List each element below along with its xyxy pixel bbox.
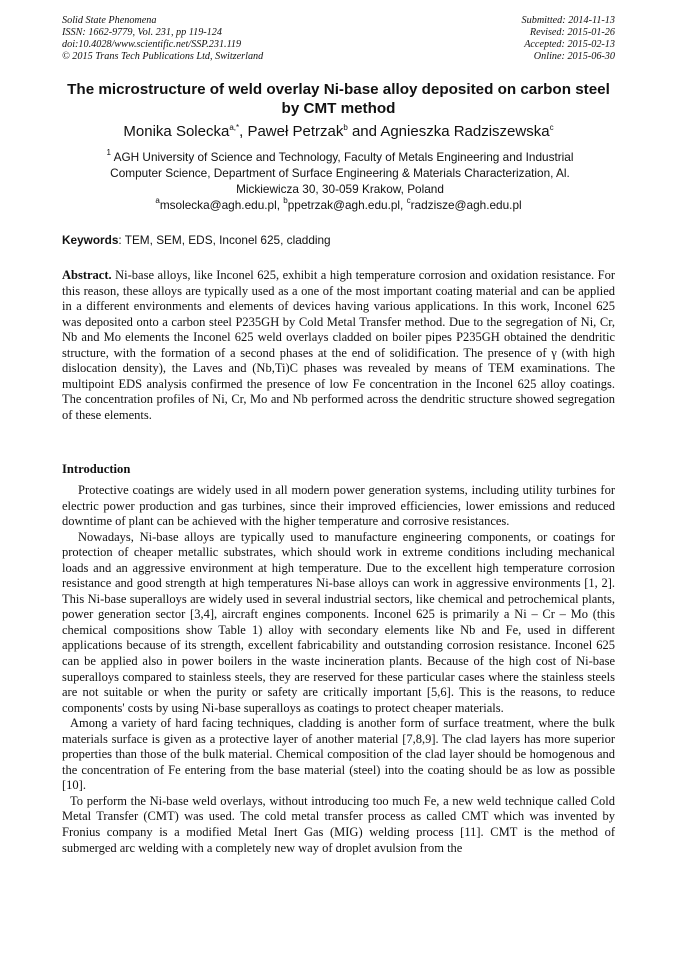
affiliation-text: AGH University of Science and Technology, Faculty of Metals Engineering and Industrial Computer Science, Department of Surface Engineering & Materials Characterization, Al. Mickiewicza 30, 30-059 Krakow, Poland [110,150,574,196]
revised-date: Revised: 2015-01-26 [529,27,615,38]
email-marker: b [283,196,288,205]
journal-name: Solid State Phenomena [62,15,157,26]
author-name: Paweł Petrzak [247,123,344,140]
body-paragraph: Protective coatings are widely used in all modern power generation systems, including utility turbines for electric power production and gas turbines, since their improved efficiencies, lower emissions and reduced downtime of plant can be achieved with the higher temperature and corrosive resistances. [62,483,615,529]
author-separator: and [347,123,381,140]
affiliation-marker: 1 [106,148,111,157]
body-paragraph: Among a variety of hard facing techniques, cladding is another form of surface treatment, where the bulk materials surface is given as a protective layer of another material [7,8,9]. The clad layers has more superior properties than those of the bulk material. Chemical composition of the clad layer should be homogenous and the concentration of Fe entering from the base material (steel) into the coating should be as low as possible [10]. [62,716,615,793]
email-marker: c [406,196,411,205]
copyright-line: © 2015 Trans Tech Publications Ltd, Switzerland [62,51,264,62]
body-paragraph: Nowadays, Ni-base alloys are typically used to manufacture engineering components, or coatings for protection of cheaper metallic substrates, which should work in extreme conditions including mechanical loads and an aggressive environment at high temperature. Due to the excellent high temperature corrosion resistance and good strength at high temperatures Ni-base alloys can work in aggressive environments [1, 2]. This Ni-base superalloys are widely used in several industrial sectors, like chemical and petrochemical plants, power generation sector [3,4], aircraft engines components. Inconel 625 is primarily a Ni – Cr – Mo (this chemical compositions show Table 1) alloy with secondary elements like Nb and Fe, used in different applications because of its strength, excellent fabricability and outstanding corrosion resistance. Inconel 625 can be applied also in power boilers in the waste incineration plants. Because of the high cost of Ni-base superalloys compared to stainless steels, they are reserved for these particular cases where the stainless steels are not suitable or when the purity or safety are critically important [5,6]. This is the reasons, to reduce components' costs by using Ni-base superalloys as coatings to protect cheaper materials. [62,529,615,715]
email-address: msolecka@agh.edu.pl, [159,198,284,212]
keywords [62,233,615,248]
body-paragraph: To perform the Ni-base weld overlays, without introducing too much Fe, a new weld technique called Cold Metal Transfer (CMT) was used. The cold metal transfer process as called CMT which was invented by Fronius company is a modified Metal Inert Gas (MIG) welding process [11]. CMT is the method of submerged arc welding with a completely new way of droplet avulsion from the [62,793,615,855]
section-heading-introduction: Introduction [62,462,131,476]
author-list [62,123,615,141]
paper-title: The microstructure of weld overlay Ni-base alloy deposited on carbon steel by CMT method [67,81,610,117]
author-separator: , [239,123,248,140]
submitted-date: Submitted: 2014-11-13 [521,15,615,26]
author-marker: b [343,123,348,132]
keywords-label: Keywords [62,233,119,247]
email-address: radzisze@agh.edu.pl [410,198,522,212]
accepted-date: Accepted: 2015-02-13 [524,39,615,50]
doi-line: doi:10.4028/www.scientific.net/SSP.231.119 [62,39,242,50]
publication-dates [522,15,615,63]
abstract-text: Ni-base alloys, like Inconel 625, exhibit a high temperature corrosion and oxidation resistance. For this reason, these alloys are typically used as a one of the most important coating material and can be applied in a different environments and elements of devices having various applications. In this work, Inconel 625 was deposited onto a carbon steel P235GH by Cold Metal Transfer method. Due to the segregation of Ni, Cr, Nb and Mo elements the Inconel 625 weld overlays cladded on boiler pipes P235GH obtained the dendritic structure, with the formation of a second phases at the end of solidification. The presence of γ (with high dislocation density), the Laves and (Nb,Ti)C phases was revealed by means of TEM examinations. The multipoint EDS analysis confirmed the presence of low Fe concentration in the Inconel 625 alloy coatings. The concentration profiles of Ni, Cr, Mo and Nb performed across the dendritic structure showed segregation of these elements. [62,268,615,422]
introduction-body [62,483,615,856]
email-address: ppetrzak@agh.edu.pl, [287,198,407,212]
author-marker: a,* [229,123,240,132]
online-date: Online: 2015-06-30 [533,51,615,62]
abstract-label: Abstract. [62,268,112,282]
email-marker: a [155,196,160,205]
author-name: Monika Solecka [123,123,230,140]
email-list [62,198,615,213]
journal-info [62,15,263,63]
issn-line: ISSN: 1662-9779, Vol. 231, pp 119-124 [62,27,222,38]
author-marker: c [549,123,554,132]
keywords-text: : TEM, SEM, EDS, Inconel 625, cladding [118,233,331,247]
affiliation [80,149,600,197]
abstract [62,268,615,423]
author-name: Agnieszka Radziszewska [380,123,550,140]
